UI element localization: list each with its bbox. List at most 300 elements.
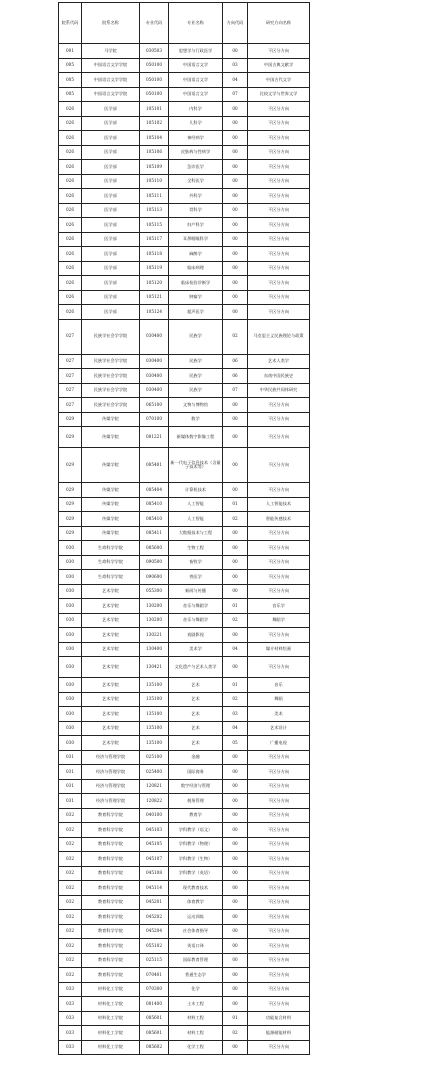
major-code-cell: 085410 <box>140 512 169 527</box>
table-row <box>59 116 310 131</box>
major-code-cell: 085600 <box>140 541 169 556</box>
major-name-cell: 民族学 <box>169 319 223 354</box>
major-name-cell: 美术学 <box>169 642 223 657</box>
direction-code-cell: 04 <box>223 721 248 736</box>
dept-code-cell: 030 <box>59 613 82 628</box>
direction-name-cell: 不区分方向 <box>248 160 310 175</box>
dept-name-cell: 医学部 <box>82 203 140 218</box>
direction-code-cell: 00 <box>223 750 248 765</box>
table-row <box>59 526 310 541</box>
table-row <box>59 512 310 527</box>
direction-name-cell: 媒介材料绘画 <box>248 642 310 657</box>
table-row <box>59 1011 310 1026</box>
dept-code-cell: 026 <box>59 174 82 189</box>
direction-name-cell: 不区分方向 <box>248 968 310 983</box>
major-name-cell: 畜牧学 <box>169 555 223 570</box>
direction-name-cell: 不区分方向 <box>248 837 310 852</box>
major-code-cell: 130421 <box>140 657 169 678</box>
major-name-cell: 税务管理 <box>169 794 223 809</box>
major-name-cell: 新闻与传播 <box>169 584 223 599</box>
major-code-cell: 135100 <box>140 736 169 751</box>
major-name-cell: 内科学 <box>169 102 223 117</box>
major-code-cell: 085410 <box>140 497 169 512</box>
header-dept-code: 院系代码 <box>59 3 82 44</box>
table-row <box>59 354 310 369</box>
major-code-cell: 045204 <box>140 924 169 939</box>
direction-code-cell: 00 <box>223 44 248 59</box>
dept-name-cell: 教育科学学院 <box>82 837 140 852</box>
dept-name-cell: 艺术学院 <box>82 736 140 751</box>
direction-name-cell: 不区分方向 <box>248 765 310 780</box>
major-code-cell: 045105 <box>140 837 169 852</box>
table-row <box>59 203 310 218</box>
dept-name-cell: 生命科学学院 <box>82 570 140 585</box>
dept-code-cell: 033 <box>59 1040 82 1055</box>
dept-name-cell: 艺术学院 <box>82 642 140 657</box>
table-row <box>59 721 310 736</box>
table-row <box>59 290 310 305</box>
dept-name-cell: 教育科学学院 <box>82 881 140 896</box>
major-code-cell: 055300 <box>140 584 169 599</box>
dept-code-cell: 031 <box>59 750 82 765</box>
table-row <box>59 398 310 413</box>
direction-name-cell: 比较文学与世界文学 <box>248 87 310 102</box>
dept-name-cell: 医学部 <box>82 276 140 291</box>
direction-code-cell: 00 <box>223 779 248 794</box>
direction-name-cell: 舞蹈 <box>248 692 310 707</box>
major-name-cell: 新媒体数字影像工程 <box>169 427 223 448</box>
dept-name-cell: 材料化工学院 <box>82 1040 140 1055</box>
dept-name-cell: 经济与管理学院 <box>82 779 140 794</box>
table-row <box>59 483 310 498</box>
dept-code-cell: 030 <box>59 692 82 707</box>
direction-name-cell: 广播电视 <box>248 736 310 751</box>
direction-name-cell: 不区分方向 <box>248 939 310 954</box>
direction-code-cell: 00 <box>223 924 248 939</box>
major-code-cell: 090600 <box>140 570 169 585</box>
direction-code-cell: 01 <box>223 1011 248 1026</box>
direction-name-cell: 艺术设计 <box>248 721 310 736</box>
direction-code-cell: 00 <box>223 218 248 233</box>
table-row <box>59 218 310 233</box>
major-name-cell: 骨科学 <box>169 203 223 218</box>
major-name-cell: 运动训练 <box>169 910 223 925</box>
table-row <box>59 765 310 780</box>
major-code-cell: 135100 <box>140 707 169 722</box>
dept-code-cell: 030 <box>59 707 82 722</box>
dept-name-cell: 艺术学院 <box>82 692 140 707</box>
major-code-cell: 081400 <box>140 997 169 1012</box>
major-name-cell: 肿瘤学 <box>169 290 223 305</box>
direction-code-cell: 03 <box>223 58 248 73</box>
major-code-cell: 055102 <box>140 939 169 954</box>
table-row <box>59 412 310 427</box>
dept-code-cell: 026 <box>59 160 82 175</box>
header-direction-name: 研究方向名称 <box>248 3 310 44</box>
dept-code-cell: 030 <box>59 736 82 751</box>
major-name-cell: 妇产科学 <box>169 218 223 233</box>
major-code-cell: 085601 <box>140 1011 169 1026</box>
major-name-cell: 计算机技术 <box>169 483 223 498</box>
table-row <box>59 145 310 160</box>
dept-name-cell: 医学部 <box>82 218 140 233</box>
direction-code-cell: 00 <box>223 837 248 852</box>
dept-name-cell: 民族学社会学学院 <box>82 319 140 354</box>
major-name-cell: 材料工程 <box>169 1026 223 1041</box>
direction-code-cell: 04 <box>223 73 248 88</box>
direction-code-cell: 00 <box>223 290 248 305</box>
major-name-cell: 外科学 <box>169 189 223 204</box>
table-row <box>59 837 310 852</box>
direction-code-cell: 06 <box>223 369 248 384</box>
table-row <box>59 247 310 262</box>
direction-code-cell: 00 <box>223 131 248 146</box>
dept-code-cell: 026 <box>59 131 82 146</box>
major-code-cell: 045201 <box>140 895 169 910</box>
dept-code-cell: 030 <box>59 541 82 556</box>
table-row <box>59 823 310 838</box>
major-code-cell: 070100 <box>140 412 169 427</box>
table-row <box>59 599 310 614</box>
direction-code-cell: 00 <box>223 232 248 247</box>
direction-name-cell: 不区分方向 <box>248 102 310 117</box>
direction-name-cell: 智能传感技术 <box>248 512 310 527</box>
direction-name-cell: 不区分方向 <box>248 232 310 247</box>
direction-name-cell: 不区分方向 <box>248 584 310 599</box>
major-code-cell: 050100 <box>140 58 169 73</box>
direction-code-cell: 03 <box>223 707 248 722</box>
major-code-cell: 105104 <box>140 131 169 146</box>
major-name-cell: 神经病学 <box>169 131 223 146</box>
dept-code-cell: 032 <box>59 910 82 925</box>
dept-name-cell: 医学部 <box>82 290 140 305</box>
dept-name-cell: 民族学社会学学院 <box>82 354 140 369</box>
direction-code-cell: 00 <box>223 968 248 983</box>
dept-name-cell: 材料化工学院 <box>82 1011 140 1026</box>
table-row <box>59 808 310 823</box>
dept-name-cell: 医学部 <box>82 102 140 117</box>
dept-code-cell: 029 <box>59 483 82 498</box>
direction-name-cell: 不区分方向 <box>248 982 310 997</box>
major-code-cell: 030400 <box>140 354 169 369</box>
direction-name-cell: 不区分方向 <box>248 305 310 320</box>
direction-code-cell: 02 <box>223 613 248 628</box>
major-name-cell: 英语口译 <box>169 939 223 954</box>
dept-name-cell: 民族学社会学学院 <box>82 383 140 398</box>
dept-code-cell: 026 <box>59 261 82 276</box>
header-direction-code: 方向代码 <box>223 3 248 44</box>
dept-name-cell: 艺术学院 <box>82 599 140 614</box>
major-name-cell: 国际商务 <box>169 765 223 780</box>
direction-code-cell: 00 <box>223 174 248 189</box>
direction-name-cell: 美术 <box>248 707 310 722</box>
table-row <box>59 44 310 59</box>
table-row <box>59 678 310 693</box>
dept-name-cell: 艺术学院 <box>82 721 140 736</box>
dept-name-cell: 材料化工学院 <box>82 1026 140 1041</box>
major-name-cell: 思想学与行政医学 <box>169 44 223 59</box>
major-code-cell: 105102 <box>140 116 169 131</box>
direction-code-cell: 00 <box>223 160 248 175</box>
direction-name-cell: 马克思主义民族理论与政策 <box>248 319 310 354</box>
major-name-cell: 超声医学 <box>169 305 223 320</box>
dept-name-cell: 教育科学学院 <box>82 823 140 838</box>
direction-code-cell: 00 <box>223 276 248 291</box>
major-name-cell: 金融 <box>169 750 223 765</box>
direction-code-cell: 02 <box>223 319 248 354</box>
table-row <box>59 174 310 189</box>
major-code-cell: 025400 <box>140 765 169 780</box>
dept-name-cell: 教育科学学院 <box>82 910 140 925</box>
dept-code-cell: 005 <box>59 87 82 102</box>
dept-code-cell: 031 <box>59 779 82 794</box>
dept-code-cell: 026 <box>59 203 82 218</box>
direction-name-cell: 不区分方向 <box>248 997 310 1012</box>
dept-code-cell: 032 <box>59 881 82 896</box>
table-row <box>59 427 310 448</box>
dept-name-cell: 经济与管理学院 <box>82 794 140 809</box>
major-name-cell: 学科教学（语文） <box>169 823 223 838</box>
major-code-cell: 030400 <box>140 383 169 398</box>
direction-code-cell: 00 <box>223 765 248 780</box>
major-code-cell: 105101 <box>140 102 169 117</box>
direction-code-cell: 00 <box>223 628 248 643</box>
dept-name-cell: 医学部 <box>82 160 140 175</box>
direction-code-cell: 05 <box>223 736 248 751</box>
major-name-cell: 临床病理 <box>169 261 223 276</box>
direction-name-cell: 艺术人类学 <box>248 354 310 369</box>
major-name-cell: 民族学 <box>169 369 223 384</box>
table-row <box>59 131 310 146</box>
major-name-cell: 全科医学 <box>169 174 223 189</box>
dept-name-cell: 民族学社会学学院 <box>82 398 140 413</box>
major-code-cell: 050100 <box>140 73 169 88</box>
major-code-cell: 070300 <box>140 982 169 997</box>
direction-code-cell: 00 <box>223 982 248 997</box>
major-code-cell: 120822 <box>140 794 169 809</box>
direction-name-cell: 不区分方向 <box>248 131 310 146</box>
major-name-cell: 化学工程 <box>169 1040 223 1055</box>
direction-name-cell: 不区分方向 <box>248 290 310 305</box>
dept-code-cell: 032 <box>59 924 82 939</box>
dept-name-cell: 传媒学院 <box>82 412 140 427</box>
table-row <box>59 939 310 954</box>
direction-name-cell: 不区分方向 <box>248 866 310 881</box>
direction-name-cell: 不区分方向 <box>248 628 310 643</box>
direction-code-cell: 02 <box>223 692 248 707</box>
major-code-cell: 130400 <box>140 642 169 657</box>
table-row <box>59 657 310 678</box>
table-row <box>59 953 310 968</box>
dept-name-cell: 医学部 <box>82 305 140 320</box>
direction-code-cell: 00 <box>223 305 248 320</box>
major-code-cell: 030400 <box>140 369 169 384</box>
direction-code-cell: 00 <box>223 939 248 954</box>
major-code-cell: 105113 <box>140 203 169 218</box>
major-name-cell: 人工智能 <box>169 512 223 527</box>
dept-code-cell: 026 <box>59 276 82 291</box>
dept-code-cell: 026 <box>59 102 82 117</box>
major-name-cell: 学科教学（物理） <box>169 837 223 852</box>
table-row <box>59 736 310 751</box>
major-name-cell: 耳鼻咽喉科学 <box>169 232 223 247</box>
major-name-cell: 急诊医学 <box>169 160 223 175</box>
major-name-cell: 麻醉学 <box>169 247 223 262</box>
direction-code-cell: 00 <box>223 116 248 131</box>
direction-code-cell: 00 <box>223 895 248 910</box>
direction-code-cell: 00 <box>223 570 248 585</box>
dept-code-cell: 031 <box>59 794 82 809</box>
major-name-cell: 文化遗产与艺术人类学 <box>169 657 223 678</box>
major-code-cell: 105106 <box>140 145 169 160</box>
direction-code-cell: 07 <box>223 383 248 398</box>
major-code-cell: 045202 <box>140 910 169 925</box>
dept-name-cell: 教育科学学院 <box>82 852 140 867</box>
direction-name-cell: 不区分方向 <box>248 953 310 968</box>
dept-name-cell: 中国语言文学学院 <box>82 58 140 73</box>
major-code-cell: 085602 <box>140 1040 169 1055</box>
major-code-cell: 130200 <box>140 599 169 614</box>
dept-code-cell: 030 <box>59 599 82 614</box>
major-name-cell: 化学 <box>169 982 223 997</box>
direction-name-cell: 不区分方向 <box>248 203 310 218</box>
table-row <box>59 613 310 628</box>
table-row <box>59 383 310 398</box>
major-code-cell: 025115 <box>140 953 169 968</box>
major-name-cell: 国际教育管理 <box>169 953 223 968</box>
direction-code-cell: 00 <box>223 145 248 160</box>
major-name-cell: 皮肤病与性病学 <box>169 145 223 160</box>
table-row <box>59 968 310 983</box>
dept-name-cell: 民族学社会学学院 <box>82 369 140 384</box>
table-row <box>59 73 310 88</box>
dept-name-cell: 教育科学学院 <box>82 924 140 939</box>
direction-code-cell: 00 <box>223 102 248 117</box>
dept-name-cell: 艺术学院 <box>82 657 140 678</box>
direction-code-cell: 01 <box>223 497 248 512</box>
table-row <box>59 642 310 657</box>
direction-name-cell: 不区分方向 <box>248 116 310 131</box>
major-code-cell: 030503 <box>140 44 169 59</box>
major-code-cell: 081221 <box>140 427 169 448</box>
direction-name-cell: 不区分方向 <box>248 555 310 570</box>
major-code-cell: 105115 <box>140 218 169 233</box>
direction-code-cell: 04 <box>223 642 248 657</box>
dept-code-cell: 026 <box>59 290 82 305</box>
direction-code-cell: 00 <box>223 997 248 1012</box>
major-code-cell: 105119 <box>140 261 169 276</box>
dept-code-cell: 001 <box>59 44 82 59</box>
dept-name-cell: 医学部 <box>82 247 140 262</box>
table-row <box>59 102 310 117</box>
table-row <box>59 997 310 1012</box>
major-name-cell: 文物与博物馆 <box>169 398 223 413</box>
dept-code-cell: 033 <box>59 982 82 997</box>
major-code-cell: 135100 <box>140 692 169 707</box>
table-row <box>59 261 310 276</box>
dept-code-cell: 029 <box>59 448 82 483</box>
dept-name-cell: 材料化工学院 <box>82 982 140 997</box>
table-row <box>59 1026 310 1041</box>
table-body <box>59 44 310 1055</box>
dept-name-cell: 传媒学院 <box>82 497 140 512</box>
dept-code-cell: 027 <box>59 398 82 413</box>
direction-name-cell: 功能复合材料 <box>248 1011 310 1026</box>
dept-code-cell: 030 <box>59 570 82 585</box>
dept-code-cell: 026 <box>59 305 82 320</box>
dept-name-cell: 中国语言文学学院 <box>82 73 140 88</box>
major-code-cell: 105110 <box>140 174 169 189</box>
major-name-cell: 人工智能 <box>169 497 223 512</box>
direction-name-cell: 不区分方向 <box>248 44 310 59</box>
major-name-cell: 学科教学（生物） <box>169 852 223 867</box>
dept-code-cell: 030 <box>59 584 82 599</box>
major-name-cell: 材料工程 <box>169 1011 223 1026</box>
direction-code-cell: 00 <box>223 448 248 483</box>
major-code-cell: 085601 <box>140 1026 169 1041</box>
major-code-cell: 085401 <box>140 448 169 483</box>
direction-name-cell: 不区分方向 <box>248 541 310 556</box>
table-header-row <box>59 3 310 44</box>
major-code-cell: 070401 <box>140 968 169 983</box>
major-name-cell: 学科教学（英语） <box>169 866 223 881</box>
dept-name-cell: 教育科学学院 <box>82 866 140 881</box>
major-name-cell: 戏剧影视 <box>169 628 223 643</box>
direction-name-cell: 中国古代文学 <box>248 73 310 88</box>
table-row <box>59 794 310 809</box>
direction-name-cell: 不区分方向 <box>248 924 310 939</box>
dept-code-cell: 030 <box>59 678 82 693</box>
table-row <box>59 779 310 794</box>
direction-name-cell: 不区分方向 <box>248 526 310 541</box>
table-row <box>59 276 310 291</box>
dept-code-cell: 030 <box>59 628 82 643</box>
major-code-cell: 030400 <box>140 319 169 354</box>
major-code-cell: 045108 <box>140 866 169 881</box>
direction-name-cell: 不区分方向 <box>248 261 310 276</box>
header-major-code: 专业代码 <box>140 3 169 44</box>
dept-code-cell: 032 <box>59 939 82 954</box>
table-row <box>59 910 310 925</box>
dept-code-cell: 026 <box>59 232 82 247</box>
dept-code-cell: 026 <box>59 145 82 160</box>
table-row <box>59 881 310 896</box>
major-code-cell: 105117 <box>140 232 169 247</box>
dept-code-cell: 026 <box>59 116 82 131</box>
dept-code-cell: 032 <box>59 895 82 910</box>
dept-code-cell: 030 <box>59 555 82 570</box>
table-row <box>59 895 310 910</box>
direction-code-cell: 00 <box>223 541 248 556</box>
dept-code-cell: 026 <box>59 247 82 262</box>
major-code-cell: 065100 <box>140 398 169 413</box>
dept-name-cell: 教育科学学院 <box>82 953 140 968</box>
dept-name-cell: 艺术学院 <box>82 707 140 722</box>
major-code-cell: 025100 <box>140 750 169 765</box>
direction-name-cell: 不区分方向 <box>248 779 310 794</box>
dept-name-cell: 艺术学院 <box>82 678 140 693</box>
table-row <box>59 87 310 102</box>
table-row <box>59 1040 310 1055</box>
table-row <box>59 924 310 939</box>
direction-code-cell: 07 <box>223 87 248 102</box>
table-row <box>59 232 310 247</box>
major-name-cell: 数学 <box>169 412 223 427</box>
major-name-cell: 普通生态学 <box>169 968 223 983</box>
direction-name-cell: 能源储能材料 <box>248 1026 310 1041</box>
table-row <box>59 319 310 354</box>
direction-name-cell: 音乐学 <box>248 599 310 614</box>
